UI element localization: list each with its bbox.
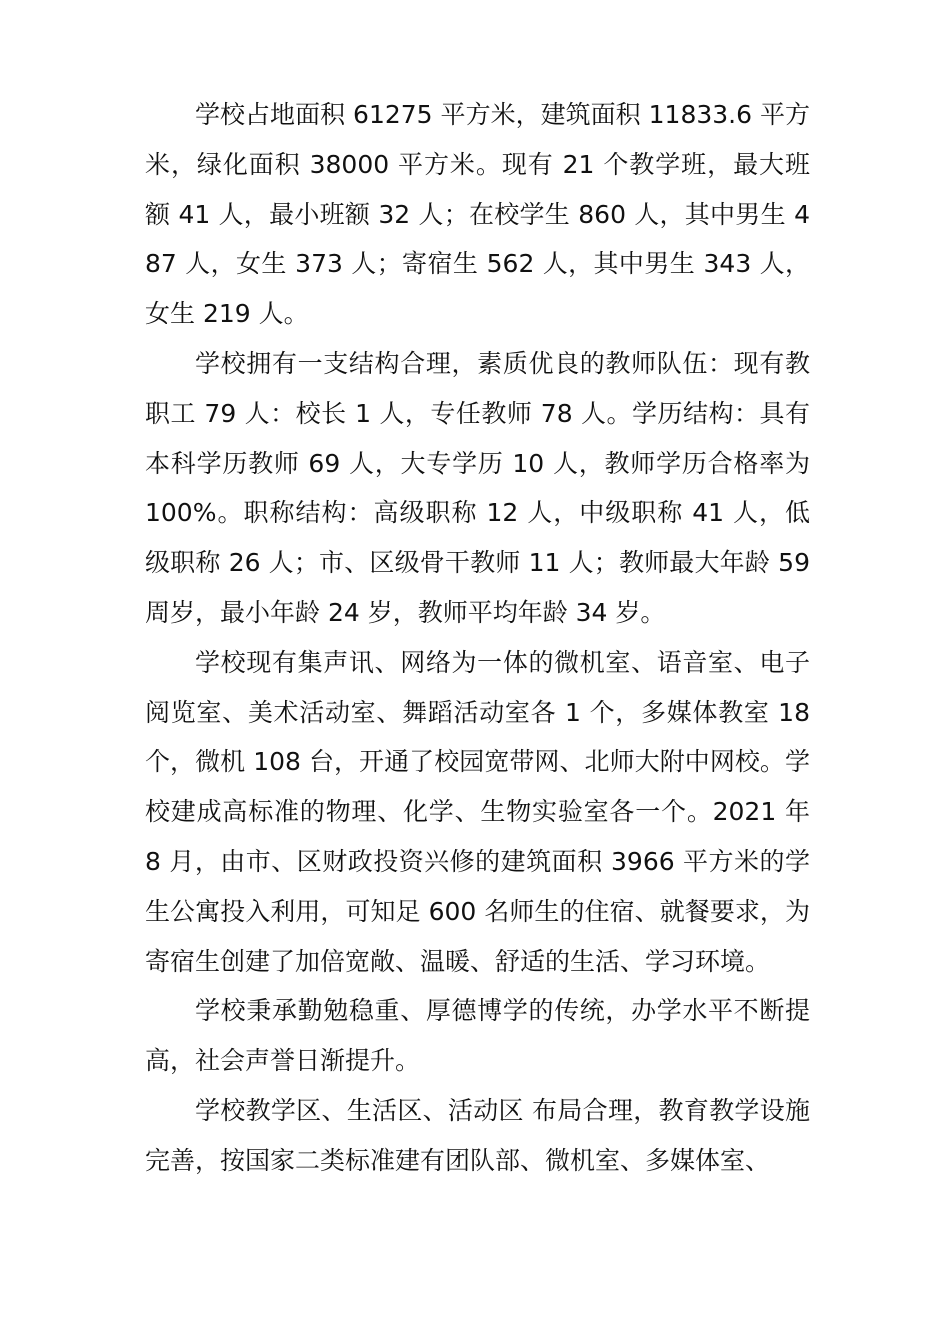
paragraph-tradition: 学校秉承勤勉稳重、厚德博学的传统，办学水平不断提高，社会声誉日渐提升。 — [145, 996, 810, 1076]
paragraph-layout: 学校教学区、生活区、活动区 布局合理，教育教学设施完善，按国家二类标准建有团队部、微机室、多媒体室、 — [145, 1095, 810, 1175]
paragraph-teaching-staff: 学校拥有一支结构合理，素质优良的教师队伍：现有教职工 79 人：校长 1 人，专任教师 78 人。学历结构：具有本科学历教师 69 人，大专学历 10 人，教师学历合格率为 100%。职称结构：高级职称 12 人，中级职称 41 人，低级职称 26 人；市、区级骨干教师 11 人；教师最大年龄 59 周岁，最小年龄 24 岁，教师平均年龄 34 岁。 — [145, 348, 810, 627]
paragraph-campus-stats: 学校占地面积 61275 平方米，建筑面积 11833.6 平方米，绿化面积 38000 平方米。现有 21 个教学班，最大班额 41 人，最小班额 32 人；在校学生 860 人，其中男生 487 人，女生 373 人；寄宿生 562 人，其中男生 343 人，女生 219 人。 — [145, 100, 810, 329]
document-page — [145, 90, 810, 1186]
paragraph-facilities: 学校现有集声讯、网络为一体的微机室、语音室、电子阅览室、美术活动室、舞蹈活动室各 1 个，多媒体教室 18 个，微机 108 台，开通了校园宽带网、北师大附中网校。学校建成高标准的物理、化学、生物实验室各一个。2021 年 8 月，由市、区财政投资兴修的建筑面积 3966 平方米的学生公寓投入利用，可知足 600 名师生的住宿、就餐要求，为寄宿生创建了加倍宽敞、温暖、舒适的生活、学习环境。 — [145, 647, 810, 976]
